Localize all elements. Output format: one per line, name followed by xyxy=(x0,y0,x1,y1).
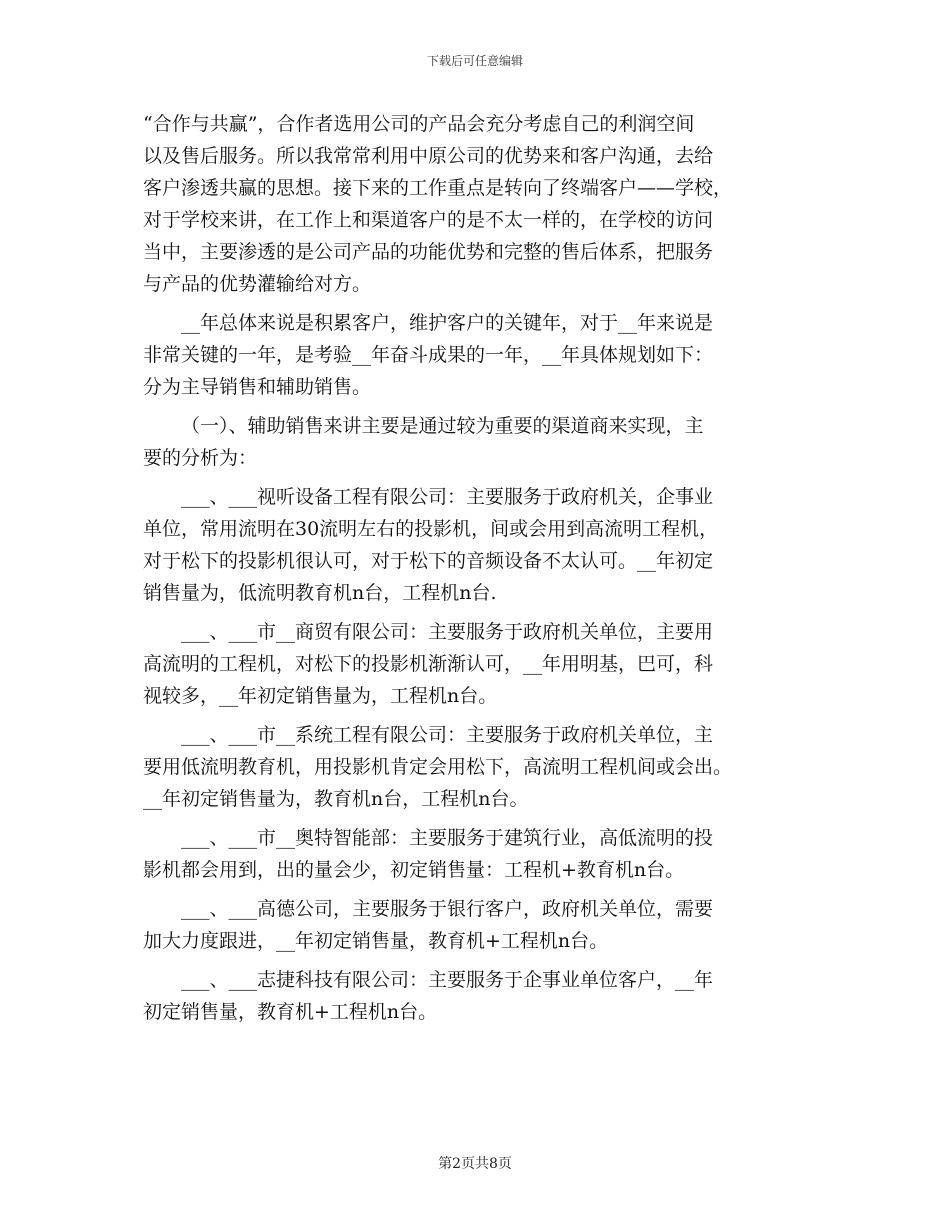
text-line: 以及售后服务。所以我常常利用中原公司的优势来和客户沟通，去给 xyxy=(143,145,714,167)
paragraph-1 xyxy=(143,108,808,300)
text-line: 对于学校来讲，在工作上和渠道客户的是不太一样的，在学校的访问 xyxy=(143,209,714,231)
document-body xyxy=(143,108,808,1035)
text-line: __年初定销售量为，教育机n台，工程机n台。 xyxy=(143,788,529,810)
text-line: 当中，主要渗透的是公司产品的功能优势和完整的售后体系，把服务 xyxy=(143,241,714,263)
text-line: ___、___志捷科技有限公司：主要服务于企事业单位客户，__年 xyxy=(181,969,714,991)
text-line: 加大力度跟进，__年初定销售量，教育机+工程机n台。 xyxy=(143,930,609,952)
paragraph-4 xyxy=(143,481,808,609)
paragraph-9 xyxy=(143,964,808,1028)
text-line: ___、___视听设备工程有限公司：主要服务于政府机关，企事业 xyxy=(181,486,714,508)
paragraph-8 xyxy=(143,893,808,957)
page-footer: 第2页共8页 xyxy=(438,1156,512,1172)
paragraph-7 xyxy=(143,822,808,886)
text-line: 初定销售量，教育机+工程机n台。 xyxy=(143,1001,438,1023)
paragraph-6 xyxy=(143,719,808,815)
text-line: ___、___市__奥特智能部：主要服务于建筑行业，高低流明的投 xyxy=(181,827,714,849)
text-line: ___、___市__商贸有限公司：主要服务于政府机关单位，主要用 xyxy=(181,621,714,643)
page-header: 下载后可任意编辑 xyxy=(426,54,523,68)
text-line: 要的分析为： xyxy=(143,447,258,469)
paragraph-3 xyxy=(143,410,808,474)
text-line: 要用低流明教育机，用投影机肯定会用松下，高流明工程机间或会出。 xyxy=(143,756,733,778)
text-line: 对于松下的投影机很认可，对于松下的音频设备不太认可。__年初定 xyxy=(143,550,714,572)
text-line: ___、___市__系统工程有限公司：主要服务于政府机关单位，主 xyxy=(181,724,714,746)
text-line: 非常关键的一年，是考验__年奋斗成果的一年，__年具体规划如下： xyxy=(143,344,714,366)
text-line: 单位，常用流明在30流明左右的投影机，间或会用到高流明工程机， xyxy=(143,518,719,540)
text-line: 客户渗透共赢的思想。接下来的工作重点是转向了终端客户——学校， xyxy=(143,177,733,199)
text-line: 视较多，__年初定销售量为，工程机n台。 xyxy=(143,685,498,707)
text-line: （一）、辅助销售来讲主要是通过较为重要的渠道商来实现，主 xyxy=(181,415,704,437)
paragraph-2 xyxy=(143,307,808,403)
text-line: ___、___高德公司，主要服务于银行客户，政府机关单位，需要 xyxy=(181,898,714,920)
text-line: 销售量为，低流明教育机n台，工程机n台. xyxy=(143,582,497,604)
text-line: 分为主导销售和辅助销售。 xyxy=(143,376,372,398)
paragraph-5 xyxy=(143,616,808,712)
text-line: 与产品的优势灌输给对方。 xyxy=(143,273,372,295)
text-line: “合作与共赢”，合作者选用公司的产品会充分考虑自己的利润空间 xyxy=(143,113,695,135)
text-line: 影机都会用到，出的量会少，初定销售量：工程机+教育机n台。 xyxy=(143,859,685,881)
text-line: 高流明的工程机，对松下的投影机渐渐认可，__年用明基，巴可，科 xyxy=(143,653,714,675)
text-line: __年总体来说是积累客户，维护客户的关键年，对于__年来说是 xyxy=(181,312,714,334)
